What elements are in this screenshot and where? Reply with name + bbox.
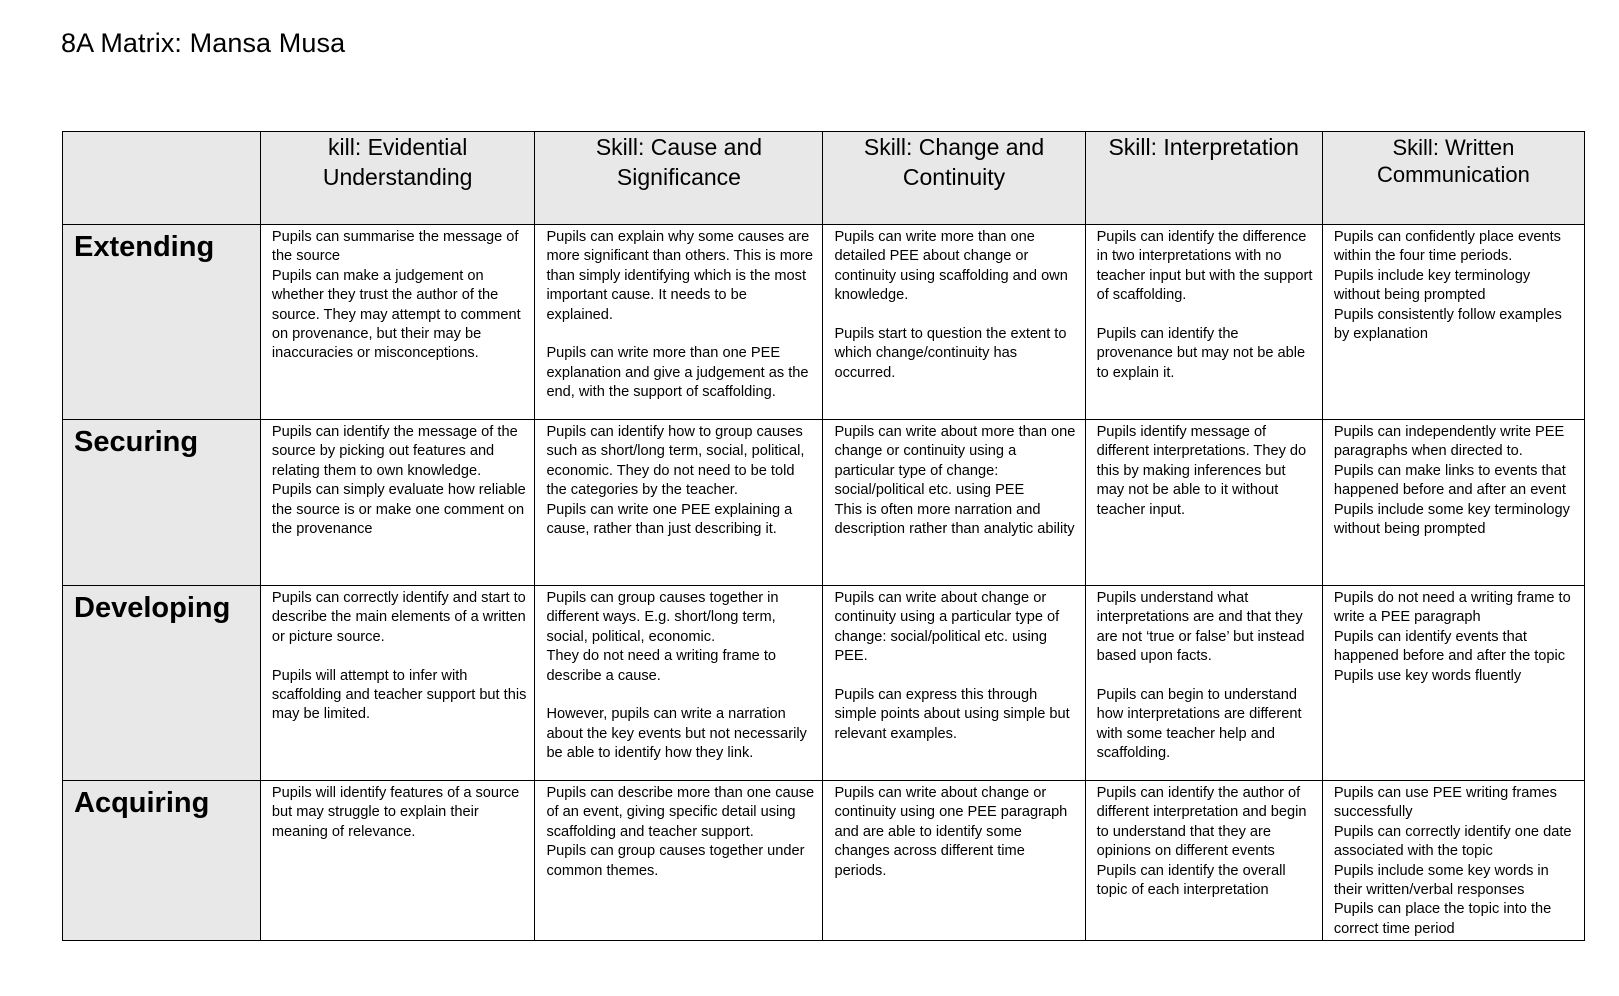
level-label: Acquiring [63, 781, 261, 941]
level-label: Securing [63, 420, 261, 586]
assessment-matrix [62, 131, 1585, 941]
level-row-extending [63, 225, 1585, 420]
header-row [63, 132, 1585, 225]
descriptor-cell: Pupils can explain why some causes are more significant than others. This is more than simply identifying which is the most important cause. It needs to be explained. Pupils can write more than one PEE explanation and give a judgement as the end, with the support of scaffolding. [535, 225, 823, 420]
corner-cell [63, 132, 261, 225]
descriptor-cell: Pupils can identify the message of the source by picking out features and relating them to own knowledge. Pupils can simply evaluate how reliable the source is or make one comment on the provenance [260, 420, 535, 586]
descriptor-cell: Pupils do not need a writing frame to write a PEE paragraph Pupils can identify events that happened before and after the topic Pupils use key words fluently [1322, 586, 1584, 781]
level-label: Extending [63, 225, 261, 420]
descriptor-cell: Pupils can group causes together in different ways. E.g. short/long term, social, political, economic. They do not need a writing frame to describe a cause. However, pupils can write a narration about the key events but not necessarily be able to identify how they link. [535, 586, 823, 781]
descriptor-cell: Pupils can identify how to group causes such as short/long term, social, political, economic. They do not need to be told the categories by the teacher. Pupils can write one PEE explaining a cause, rather than just describing it. [535, 420, 823, 586]
level-row-acquiring [63, 781, 1585, 941]
column-header-change: Skill: Change and Continuity [823, 132, 1085, 225]
descriptor-cell: Pupils understand what interpretations are and that they are not ‘true or false’ but instead based upon facts. Pupils can begin to understand how interpretations are different with some teacher help and scaffolding. [1085, 586, 1322, 781]
document-title: 8A Matrix: Mansa Musa [61, 28, 346, 58]
column-header-cause: Skill: Cause and Significance [535, 132, 823, 225]
column-header-interpretation: Skill: Interpretation [1085, 132, 1322, 225]
descriptor-cell: Pupils can write about change or continuity using a particular type of change: social/political etc. using PEE. Pupils can express this through simple points about using simple but relevant examples. [823, 586, 1085, 781]
descriptor-cell: Pupils can identify the author of different interpretation and begin to understand that they are opinions on different events Pupils can identify the overall topic of each interpretation [1085, 781, 1322, 941]
descriptor-cell: Pupils can confidently place events within the four time periods. Pupils include key terminology without being prompted Pupils consistently follow examples by explanation [1322, 225, 1584, 420]
descriptor-cell: Pupils identify message of different interpretations. They do this by making inferences but may not be able to it without teacher input. [1085, 420, 1322, 586]
descriptor-cell: Pupils can independently write PEE paragraphs when directed to. Pupils can make links to events that happened before and after an event Pupils include some key terminology without being prompted [1322, 420, 1584, 586]
column-header-evidential: kill: Evidential Understanding [260, 132, 535, 225]
level-label: Developing [63, 586, 261, 781]
descriptor-cell: Pupils can identify the difference in two interpretations with no teacher input but with the support of scaffolding. Pupils can identify the provenance but may not be able to explain it. [1085, 225, 1322, 420]
descriptor-cell: Pupils can use PEE writing frames successfully Pupils can correctly identify one date associated with the topic Pupils include some key words in their written/verbal responses Pupils can place the topic into the correct time period [1322, 781, 1584, 941]
level-row-securing [63, 420, 1585, 586]
descriptor-cell: Pupils can write more than one detailed PEE about change or continuity using scaffolding and own knowledge. Pupils start to question the extent to which change/continuity has occurred. [823, 225, 1085, 420]
descriptor-cell: Pupils can describe more than one cause of an event, giving specific detail using scaffolding and teacher support. Pupils can group causes together under common themes. [535, 781, 823, 941]
descriptor-cell: Pupils can summarise the message of the source Pupils can make a judgement on whether they trust the author of the source. They may attempt to comment on provenance, but their may be inaccuracies or misconceptions. [260, 225, 535, 420]
descriptor-cell: Pupils can write about change or continuity using one PEE paragraph and are able to identify some changes across different time periods. [823, 781, 1085, 941]
descriptor-cell: Pupils can correctly identify and start to describe the main elements of a written or picture source. Pupils will attempt to infer with scaffolding and teacher support but this may be limited. [260, 586, 535, 781]
column-header-written: Skill: Written Communication [1322, 132, 1584, 225]
descriptor-cell: Pupils will identify features of a source but may struggle to explain their meaning of relevance. [260, 781, 535, 941]
descriptor-cell: Pupils can write about more than one change or continuity using a particular type of change: social/political etc. using PEE This is often more narration and description rather than analytic ability [823, 420, 1085, 586]
level-row-developing [63, 586, 1585, 781]
